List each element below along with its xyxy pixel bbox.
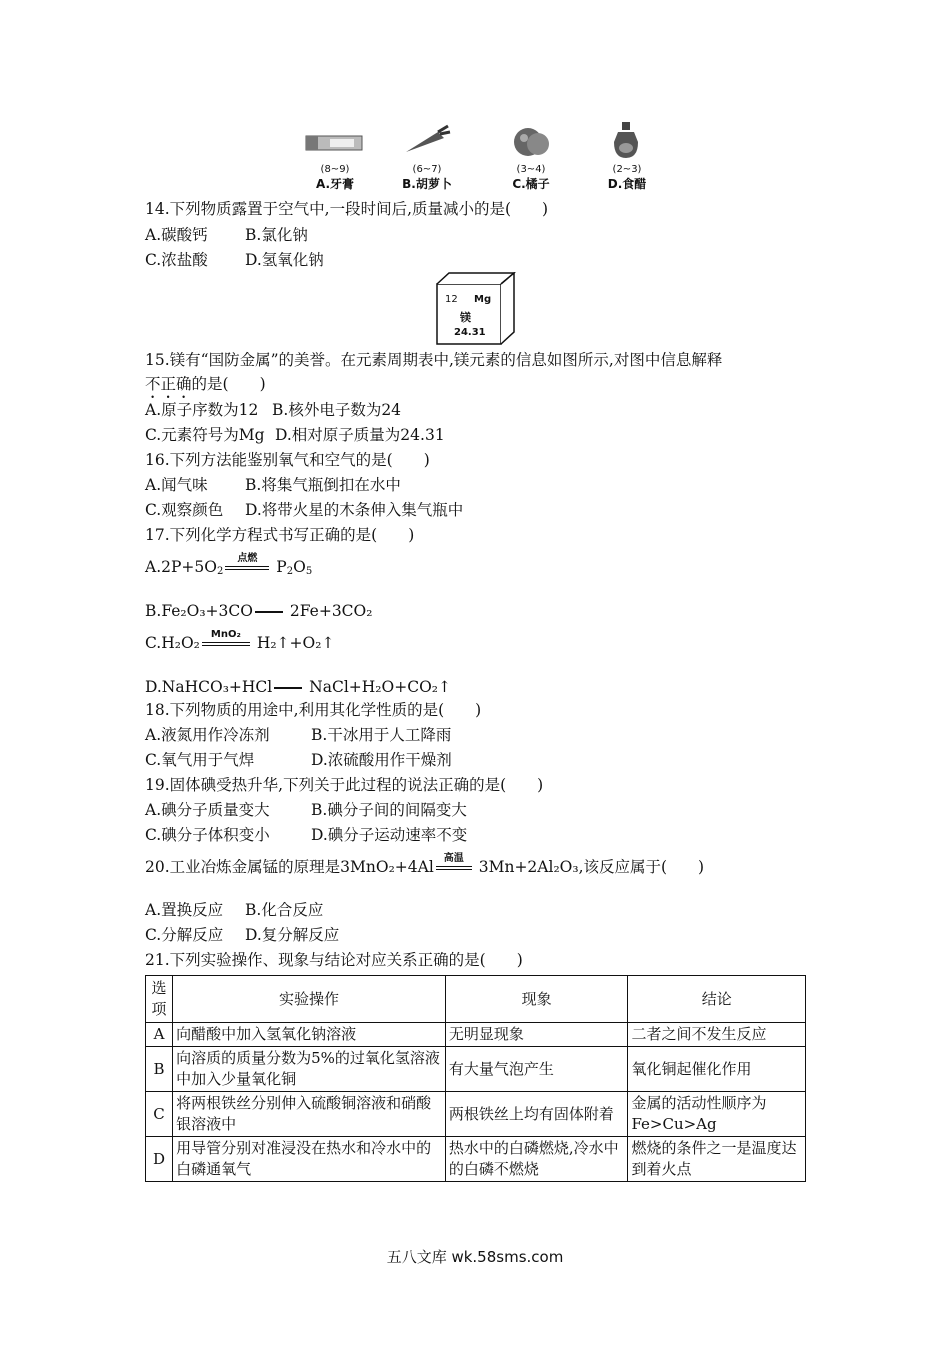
q17-a-left-sub: 2 — [216, 566, 224, 577]
header-conclusion: 结论 — [628, 976, 806, 1023]
row-conclusion: 二者之间不发生反应 — [628, 1023, 806, 1047]
q15-option-b: B.核外电子数为24 — [272, 401, 402, 419]
ph-figure-row — [290, 120, 670, 200]
q20-option-b: B.化合反应 — [245, 901, 324, 919]
q14-stem: 14.下列物质露置于空气中,一段时间后,质量减小的是( ) — [145, 200, 549, 218]
q15-stem-line1: 15.镁有“国防金属”的美誉。在元素周期表中,镁元素的信息如图所示,对图中信息解释 — [145, 351, 723, 369]
q17-a-right-mid: O — [293, 558, 306, 576]
q21-stem: 21.下列实验操作、现象与结论对应关系正确的是( ) — [145, 951, 523, 969]
element-card — [436, 272, 516, 347]
row-option: D — [146, 1137, 173, 1182]
q17-option-c — [145, 629, 335, 654]
ph-range: (6~7) — [412, 164, 442, 175]
figure-carrot — [382, 120, 472, 192]
element-name: 镁 — [460, 311, 471, 324]
row-phenomenon: 无明显现象 — [445, 1023, 628, 1047]
reaction-arrow — [434, 853, 474, 875]
ph-range: (8~9) — [320, 164, 350, 175]
reaction-line — [272, 681, 304, 695]
q15-option-a: A.原子序数为12 — [145, 401, 259, 419]
reaction-arrow — [200, 629, 252, 651]
q20-option-d: D.复分解反应 — [245, 926, 340, 944]
q17-c-condition: MnO₂ — [210, 629, 241, 640]
reaction-line — [253, 605, 285, 619]
vinegar-bottle-icon — [592, 120, 662, 160]
row-operation: 向醋酸中加入氢氧化钠溶液 — [173, 1023, 446, 1047]
q17-a-right: P — [276, 558, 287, 576]
row-operation: 将两根铁丝分别伸入硫酸铜溶液和硝酸银溶液中 — [173, 1092, 446, 1137]
q18-option-d: D.浓硫酸用作干燥剂 — [311, 751, 452, 769]
q20-stem-right: 3Mn+2Al₂O₃,该反应属于( ) — [478, 858, 705, 876]
q17-option-a — [145, 553, 313, 583]
q18-option-c: C.氧气用于气焊 — [145, 751, 255, 769]
row-option: A — [146, 1023, 173, 1047]
q18-option-a: A.液氮用作冷冻剂 — [145, 726, 270, 744]
row-operation: 向溶质的质量分数为5%的过氧化氢溶液中加入少量氧化铜 — [173, 1047, 446, 1092]
carrot-icon — [392, 120, 462, 160]
row-option: C — [146, 1092, 173, 1137]
row-phenomenon: 有大量气泡产生 — [445, 1047, 628, 1092]
figure-vinegar — [582, 120, 672, 192]
q17-stem: 17.下列化学方程式书写正确的是( ) — [145, 526, 415, 544]
q19-option-a: A.碘分子质量变大 — [145, 801, 270, 819]
q20-stem — [145, 853, 705, 878]
row-operation: 用导管分别对准浸没在热水和冷水中的白磷通氧气 — [173, 1137, 446, 1182]
q17-c-left: C.H₂O₂ — [145, 634, 200, 652]
q16-stem: 16.下列方法能鉴别氧气和空气的是( ) — [145, 451, 430, 469]
q17-a-right-sub2: 5 — [305, 566, 313, 577]
q15-emphasis: 不正确 — [145, 375, 192, 393]
orange-icon — [496, 120, 566, 160]
figure-orange — [486, 120, 576, 192]
q19-stem: 19.固体碘受热升华,下列关于此过程的说法正确的是( ) — [145, 776, 544, 794]
figure-label: D.食醋 — [607, 177, 647, 191]
q17-d-left: D.NaHCO₃+HCl — [145, 678, 273, 696]
figure-label: B.胡萝卜 — [402, 177, 452, 191]
atomic-number: 12 — [445, 294, 458, 305]
header-phenomenon: 现象 — [445, 976, 628, 1023]
q17-b-left: B.Fe₂O₃+3CO — [145, 602, 253, 620]
table-row — [146, 1047, 806, 1092]
q18-option-b: B.干冰用于人工降雨 — [311, 726, 452, 744]
row-phenomenon: 热水中的白磷燃烧,冷水中的白磷不燃烧 — [445, 1137, 628, 1182]
q17-c-right: H₂↑+O₂↑ — [256, 634, 335, 652]
q18-stem: 18.下列物质的用途中,利用其化学性质的是( ) — [145, 701, 482, 719]
q17-a-left: A.2P+5O — [145, 558, 217, 576]
q17-d-right: NaCl+H₂O+CO₂↑ — [309, 678, 451, 696]
header-option: 选项 — [146, 976, 173, 1023]
row-phenomenon: 两根铁丝上均有固体附着 — [445, 1092, 628, 1137]
ph-range: (3~4) — [516, 164, 546, 175]
row-conclusion: 燃烧的条件之一是温度达到着火点 — [628, 1137, 806, 1182]
q20-stem-left: 20.工业冶炼金属锰的原理是3MnO₂+4Al — [145, 858, 434, 876]
q15-option-c: C.元素符号为Mg — [145, 426, 265, 444]
figure-label: A.牙膏 — [315, 177, 355, 191]
q16-option-b: B.将集气瓶倒扣在水中 — [245, 476, 401, 494]
q17-a-right-sub1: 2 — [286, 566, 294, 577]
row-conclusion: 氧化铜起催化作用 — [628, 1047, 806, 1092]
q16-option-d: D.将带火星的木条伸入集气瓶中 — [245, 501, 464, 519]
q15-stem-line2 — [145, 373, 266, 402]
page-footer: 五八文库 wk.58sms.com — [386, 1248, 564, 1266]
table-row — [146, 1023, 806, 1047]
q14-option-a: A.碳酸钙 — [145, 226, 208, 244]
ph-range: (2~3) — [612, 164, 642, 175]
reaction-arrow — [223, 553, 271, 575]
row-option: B — [146, 1047, 173, 1092]
q16-option-a: A.闻气味 — [145, 476, 208, 494]
header-operation: 实验操作 — [173, 976, 446, 1023]
q15-option-d: D.相对原子质量为24.31 — [275, 426, 445, 444]
q16-option-c: C.观察颜色 — [145, 501, 224, 519]
q19-option-d: D.碘分子运动速率不变 — [311, 826, 468, 844]
table-row — [146, 1137, 806, 1182]
table-header-row — [146, 976, 806, 1023]
q17-option-b — [145, 600, 372, 622]
atomic-mass: 24.31 — [454, 327, 486, 338]
q17-option-d — [145, 676, 451, 698]
q15-stem-rest: 的是( ) — [191, 375, 266, 393]
figure-toothpaste — [290, 120, 380, 192]
q20-option-a: A.置换反应 — [145, 901, 224, 919]
row-conclusion: 金属的活动性顺序为Fe>Cu>Ag — [628, 1092, 806, 1137]
q19-option-b: B.碘分子间的间隔变大 — [311, 801, 467, 819]
q20-condition: 高温 — [443, 853, 464, 864]
q14-option-b: B.氯化钠 — [245, 226, 308, 244]
q17-b-right: 2Fe+3CO₂ — [289, 602, 373, 620]
q19-option-c: C.碘分子体积变小 — [145, 826, 270, 844]
q17-a-condition: 点燃 — [237, 553, 258, 564]
element-symbol: Mg — [474, 294, 492, 305]
toothpaste-icon — [300, 120, 370, 160]
q14-option-d: D.氢氧化钠 — [245, 251, 324, 269]
figure-label: C.橘子 — [512, 177, 550, 191]
table-row — [146, 1092, 806, 1137]
q21-table — [145, 975, 806, 1182]
q14-option-c: C.浓盐酸 — [145, 251, 208, 269]
q20-option-c: C.分解反应 — [145, 926, 224, 944]
